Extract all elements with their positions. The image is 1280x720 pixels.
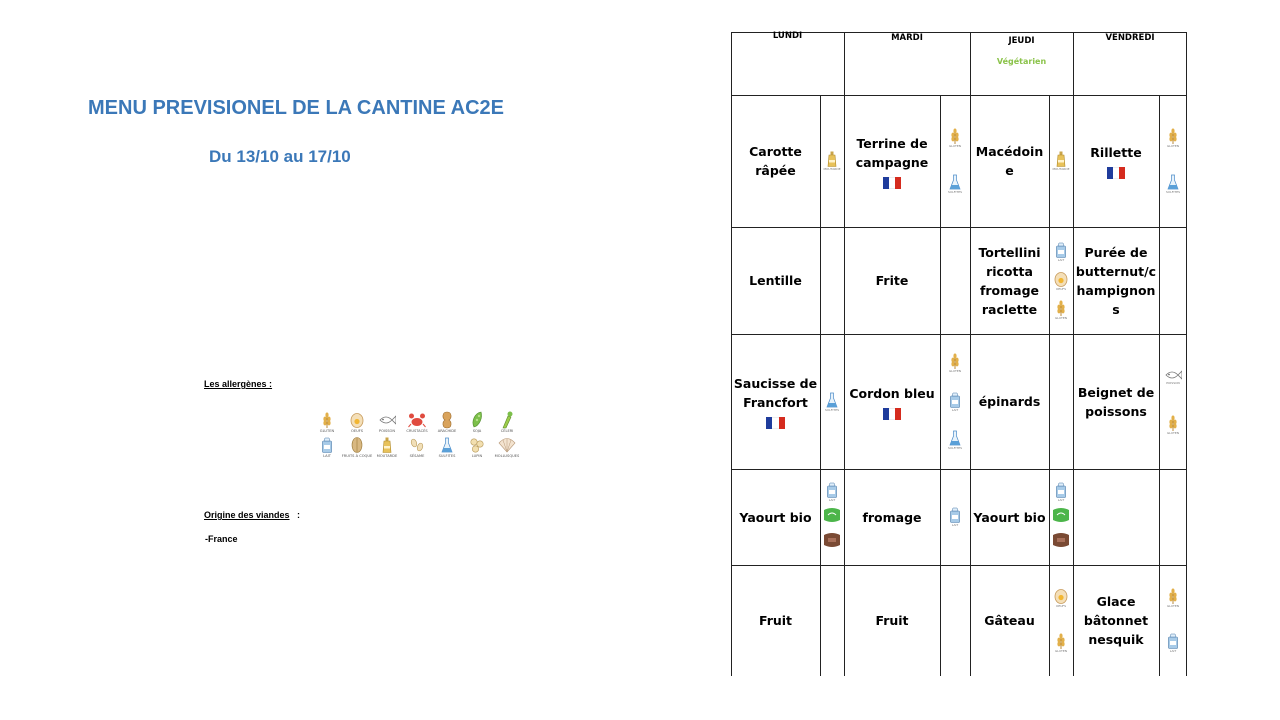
allergen-item (312, 411, 342, 434)
allergen-label: CÉLERI (500, 429, 514, 433)
egg-icon: OEUFS (1052, 271, 1070, 291)
flask-icon: SULFITES (946, 174, 964, 194)
allergen-label: ARACHIDE (437, 429, 457, 433)
menu-table (731, 32, 1187, 676)
allergen-label: SULFITES (438, 454, 456, 458)
allergen-label: MOLLUSQUES (494, 454, 520, 458)
shell-icon (498, 436, 516, 454)
allergen-label: GLUTEN (319, 429, 335, 433)
allergen-item (492, 436, 522, 459)
allergen-item (432, 436, 462, 459)
peanut-icon (438, 411, 456, 429)
allergen-item (342, 411, 372, 434)
wheat-icon: GLUTEN (946, 128, 964, 148)
menu-dish (970, 95, 1049, 227)
flask-icon (438, 436, 456, 454)
flask-icon: SULFITES (946, 430, 964, 450)
menu-dish (1073, 565, 1159, 676)
origin-colon: : (297, 510, 300, 520)
day-header-jeudi: JEUDI (1008, 36, 1035, 46)
allergen-label: SOJA (472, 429, 482, 433)
crab-icon (408, 411, 426, 429)
vegetarian-note: Végétarien (996, 57, 1047, 66)
milk-icon: LAIT (823, 482, 841, 502)
menu-dish (731, 95, 820, 227)
dish-name: Saucisse de Francfort (733, 376, 818, 410)
fish-icon: POISSON (1164, 369, 1182, 385)
bio-green-icon (1052, 507, 1070, 523)
flask-icon: SULFITES (823, 392, 841, 412)
wheat-icon: GLUTEN (946, 353, 964, 373)
menu-dish (970, 334, 1049, 469)
dish-name: Yaourt bio (739, 509, 812, 525)
allergen-label: LUPIN (471, 454, 483, 458)
allergen-item (432, 411, 462, 434)
milk-icon: LAIT (1052, 242, 1070, 262)
allergen-label: MOUTARDE (376, 454, 398, 458)
milk-icon: LAIT (1164, 633, 1182, 653)
date-range: Du 13/10 au 17/10 (209, 147, 351, 166)
allergen-label: CRUSTACÉS (406, 429, 428, 433)
menu-dish (844, 334, 940, 469)
page-title: MENU PREVISIONEL DE LA CANTINE AC2E (88, 97, 504, 119)
menu-dish (844, 95, 940, 227)
dish-name: Yaourt bio (973, 509, 1046, 525)
dish-name: épinards (978, 394, 1041, 409)
bio-brown-icon (1052, 532, 1070, 548)
allergen-legend (312, 411, 528, 459)
allergen-item (462, 436, 492, 459)
dish-name: Frite (875, 273, 909, 288)
menu-dish (970, 469, 1049, 565)
menu-dish (844, 565, 940, 676)
menu-dish (844, 227, 940, 334)
dish-name: Fruit (875, 613, 909, 628)
soy-icon (468, 411, 486, 429)
allergen-item (402, 411, 432, 434)
bio-green-icon (823, 507, 841, 523)
dish-name: Purée de butternut/champignons (1075, 244, 1157, 317)
allergen-label: SÉSAME (409, 454, 425, 458)
table-column-divider (1049, 95, 1050, 676)
milk-icon (318, 436, 336, 454)
france-flag-icon (766, 417, 785, 429)
day-header-lundi: LUNDI (772, 31, 803, 41)
milk-icon: LAIT (946, 392, 964, 412)
table-column-divider (940, 95, 941, 676)
allergen-label: OEUFS (350, 429, 363, 433)
menu-dish (1073, 334, 1159, 469)
egg-icon: OEUFS (1052, 588, 1070, 608)
menu-dish (1073, 227, 1159, 334)
nut-icon (348, 436, 366, 454)
dish-name: Terrine de campagne (855, 135, 929, 170)
table-column-divider (1186, 32, 1187, 676)
mustard-icon (378, 436, 396, 454)
sesame-icon (408, 436, 426, 454)
origin-heading: Origine des viandes (204, 510, 290, 520)
allergen-item (492, 411, 522, 434)
dish-name: Macédoine (975, 144, 1044, 178)
day-header-mardi: MARDI (891, 33, 923, 43)
wheat-icon: GLUTEN (1052, 300, 1070, 320)
allergens-heading: Les allergènes : (204, 379, 273, 389)
allergen-label: POISSON (378, 429, 396, 433)
egg-icon (348, 411, 366, 429)
allergen-item (462, 411, 492, 434)
allergen-item (402, 436, 432, 459)
mustard-icon: MOUTARDE (1052, 151, 1070, 171)
allergen-label: LAIT (323, 454, 331, 458)
france-flag-icon (883, 177, 902, 189)
menu-dish (1073, 469, 1159, 565)
menu-dish (844, 469, 940, 565)
france-flag-icon (883, 408, 902, 420)
dish-name: Beignet de poissons (1077, 384, 1155, 419)
fish-icon (378, 411, 396, 429)
dish-name: Rillette (1090, 145, 1142, 160)
table-column-divider (1159, 95, 1160, 676)
wheat-icon: GLUTEN (1052, 633, 1070, 653)
milk-icon: LAIT (1052, 482, 1070, 502)
dish-name: Fruit (758, 613, 793, 628)
bio-brown-icon (823, 532, 841, 548)
dish-name: Cordon bleu (849, 385, 935, 401)
milk-icon: LAIT (946, 507, 964, 527)
allergen-item (342, 436, 372, 459)
allergen-item (312, 436, 342, 459)
celery-icon (498, 411, 516, 429)
menu-dish (970, 227, 1049, 334)
dish-name: Carotte râpée (749, 144, 802, 178)
wheat-icon (318, 411, 336, 429)
wheat-icon: GLUTEN (1164, 128, 1182, 148)
dish-name: Lentille (749, 273, 802, 288)
dish-name: Tortellini ricotta fromage raclette (978, 244, 1041, 317)
wheat-icon: GLUTEN (1164, 415, 1182, 435)
menu-dish (731, 334, 820, 469)
menu-dish (1073, 95, 1159, 227)
allergen-item (372, 436, 402, 459)
allergen-label: FRUITS À COQUE (341, 454, 373, 458)
dish-name: Glace bâtonnet nesquik (1083, 594, 1149, 647)
mustard-icon: MOUTARDE (823, 151, 841, 171)
allergen-item (372, 411, 402, 434)
flask-icon: SULFITES (1164, 174, 1182, 194)
france-flag-icon (1107, 167, 1126, 179)
menu-dish (970, 565, 1049, 676)
lupin-icon (468, 436, 486, 454)
wheat-icon: GLUTEN (1164, 588, 1182, 608)
table-column-divider (820, 95, 821, 676)
dish-name: fromage (862, 509, 922, 525)
menu-dish (731, 227, 820, 334)
origin-value: -France (205, 534, 238, 544)
menu-dish (731, 565, 820, 676)
dish-name: Gâteau (984, 613, 1035, 628)
day-header-vendredi: VENDREDI (1105, 33, 1155, 43)
menu-dish (731, 469, 820, 565)
